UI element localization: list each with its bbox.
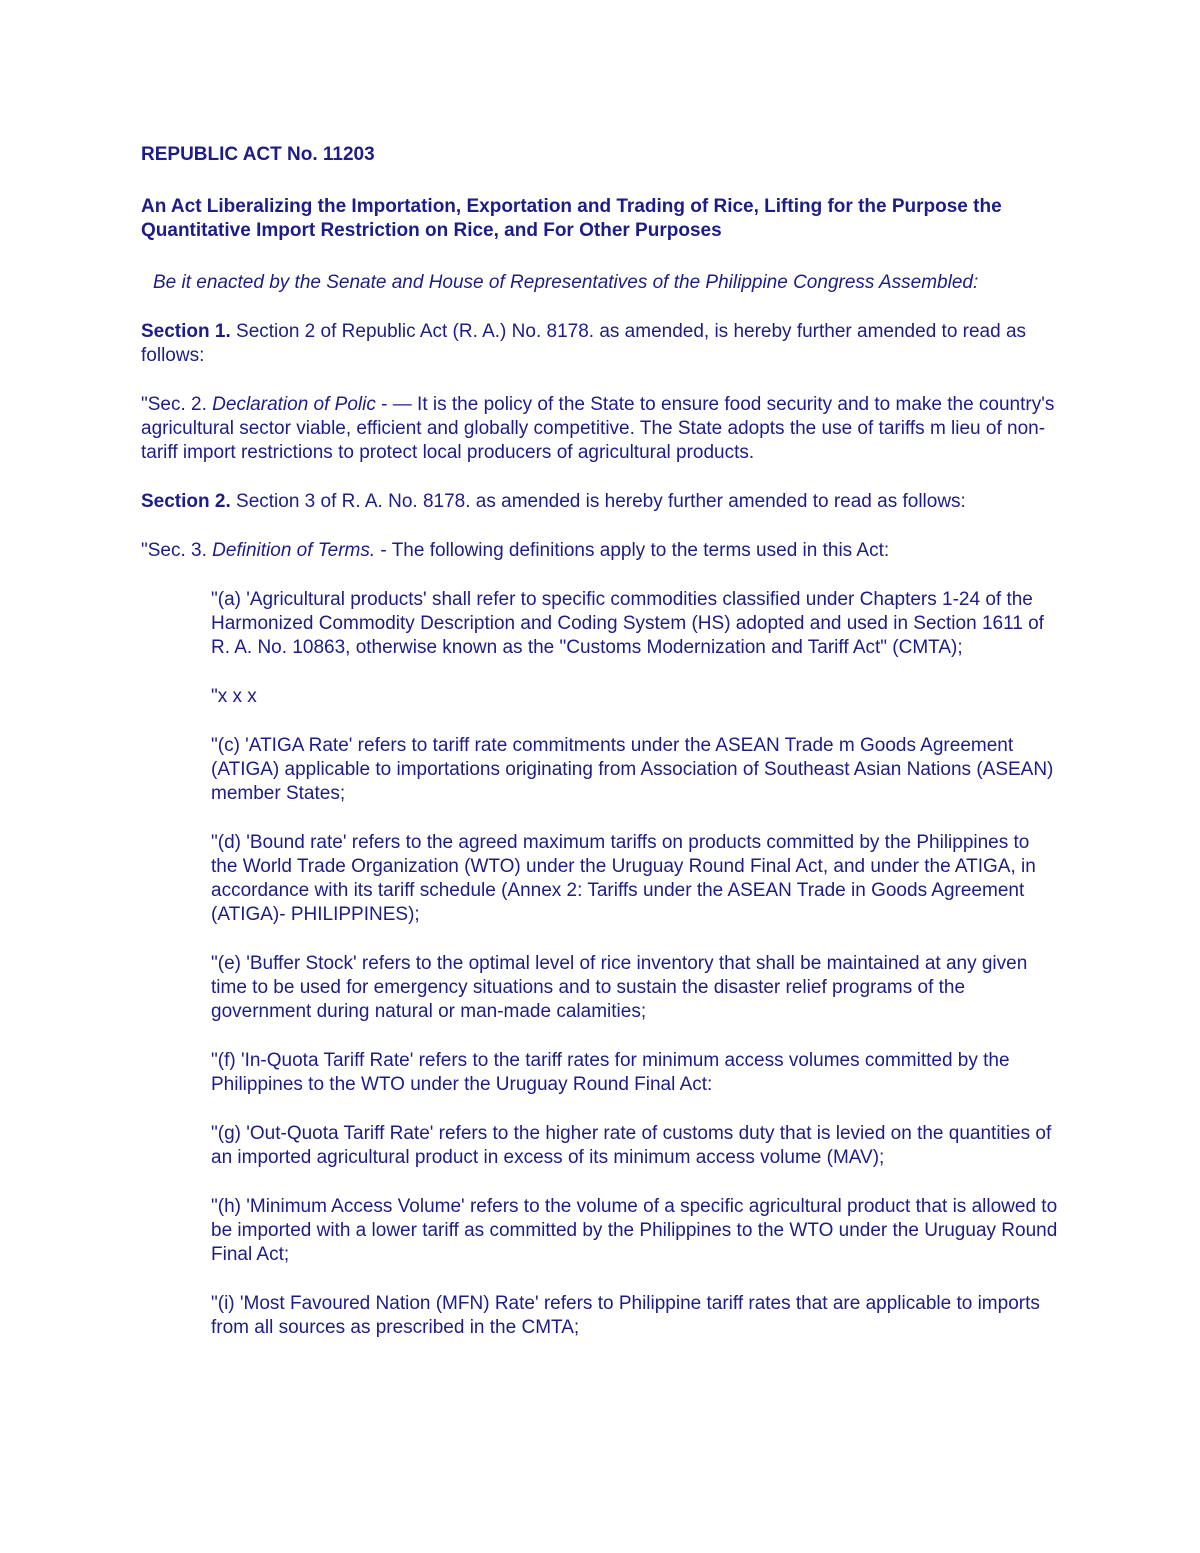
- enacting-clause: Be it enacted by the Senate and House of Representatives of the Philippine Congress Assembled:: [153, 272, 979, 293]
- sec-2-text: It is the policy of the State to ensure food security and to make the country's agricultural sector viable, efficient and globally competitive. The State adopts the use of tariffs m lieu of non-tariff import restrictions to protect local producers of agricultural products.: [141, 394, 1055, 463]
- section-1-label: Section 1.: [141, 321, 231, 342]
- sec-3-text: - The following definitions apply to the terms used in this Act:: [375, 540, 890, 561]
- document-subtitle: An Act Liberalizing the Importation, Exportation and Trading of Rice, Lifting for the Purpose the Quantitative Import Restriction on Rice, and For Other Purposes: [141, 196, 1002, 241]
- document-body: [141, 143, 1061, 1340]
- definition-g: "(g) 'Out-Quota Tariff Rate' refers to the higher rate of customs duty that is levied on the quantities of an imported agricultural product in excess of its minimum access volume (MAV);: [211, 1123, 1052, 1168]
- definition-i: "(i) 'Most Favoured Nation (MFN) Rate' refers to Philippine tariff rates that are applicable to imports from all sources as prescribed in the CMTA;: [211, 1293, 1040, 1338]
- sec-3-paragraph: [141, 539, 1061, 563]
- sec-3-prefix: "Sec. 3.: [141, 540, 213, 561]
- definition-a: "(a) 'Agricultural products' shall refer to specific commodities classified under Chapters 1-24 of the Harmonized Commodity Description and Coding System (HS) adopted and used in Section 1611 of R. A. No. 10863, otherwise known as the "Customs Modernization and Tariff Act" (CMTA);: [211, 589, 1044, 658]
- definition-d: "(d) 'Bound rate' refers to the agreed maximum tariffs on products committed by the Philippines to the World Trade Organization (WTO) under the Uruguay Round Final Act, and under the ATIGA, in accordance with its tariff schedule (Annex 2: Tariffs under the ASEAN Trade in Goods Agreement (ATIGA)- PHILIPPINES);: [211, 832, 1036, 925]
- sec-2-prefix: "Sec. 2.: [141, 394, 213, 415]
- sec-2-dash: - —: [375, 394, 418, 415]
- definition-f: "(f) 'In-Quota Tariff Rate' refers to the tariff rates for minimum access volumes committed by the Philippines to the WTO under the Uruguay Round Final Act:: [211, 1050, 1010, 1095]
- definition-e: "(e) 'Buffer Stock' refers to the optimal level of rice inventory that shall be maintained at any given time to be used for emergency situations and to sustain the disaster relief programs of the government during natural or man-made calamities;: [211, 953, 1028, 1022]
- definition-omission: "x x x: [211, 686, 257, 707]
- section-2-text: Section 3 of R. A. No. 8178. as amended is hereby further amended to read as follows:: [230, 491, 966, 512]
- section-2-paragraph: [141, 490, 1061, 514]
- sec-2-heading: Declaration of Polic: [212, 394, 376, 415]
- document-title: REPUBLIC ACT No. 11203: [141, 144, 375, 165]
- section-1-text: Section 2 of Republic Act (R. A.) No. 8178. as amended, is hereby further amended to read as follows:: [141, 321, 1027, 366]
- section-2-label: Section 2.: [141, 491, 231, 512]
- definition-c: "(c) 'ATIGA Rate' refers to tariff rate commitments under the ASEAN Trade m Goods Agreement (ATIGA) applicable to importations originating from Association of Southeast Asian Nations (ASEAN) member States;: [211, 735, 1054, 804]
- section-1-paragraph: [141, 320, 1061, 368]
- sec-3-heading: Definition of Terms.: [212, 540, 376, 561]
- definitions-list: [211, 588, 1061, 1340]
- sec-2-paragraph: [141, 393, 1061, 465]
- definition-h: "(h) 'Minimum Access Volume' refers to the volume of a specific agricultural product that is allowed to be imported with a lower tariff as committed by the Philippines to the WTO under the Uruguay Round Final Act;: [211, 1196, 1058, 1265]
